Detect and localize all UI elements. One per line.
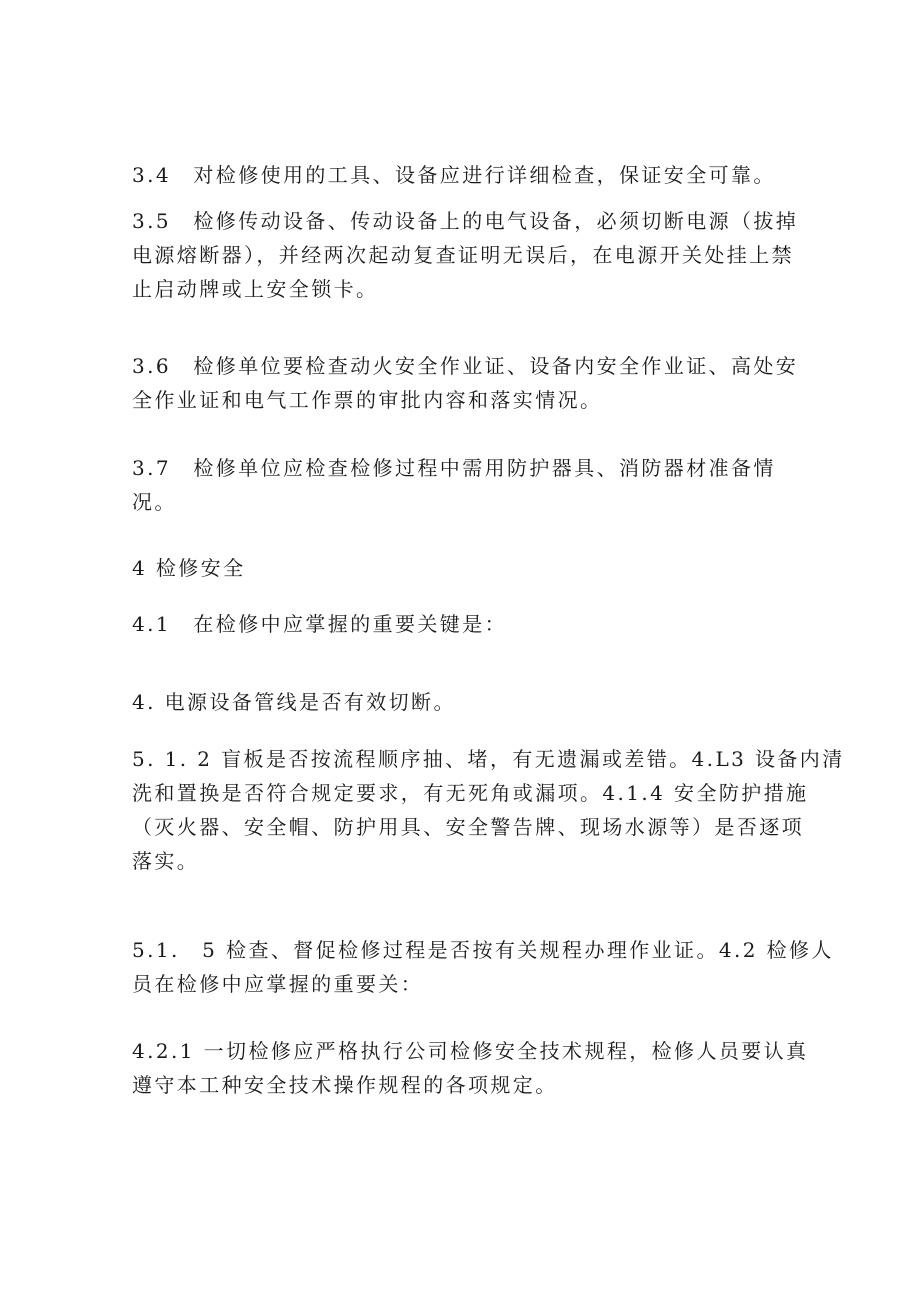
text-line: 4 检修安全 bbox=[132, 556, 246, 580]
text-line: 5.1. 5 检查、督促检修过程是否按有关规程办理作业证。4.2 检修人 bbox=[132, 938, 834, 962]
text-line: 全作业证和电气工作票的审批内容和落实情况。 bbox=[132, 388, 603, 412]
text-line: 遵守本工种安全技术操作规程的各项规定。 bbox=[132, 1073, 558, 1097]
text-line: 电源熔断器），并经两次起动复查证明无误后，在电源开关处挂上禁 bbox=[132, 243, 794, 267]
list-item-5 bbox=[132, 742, 845, 878]
text-line: 5. 1. 2 盲板是否按流程顺序抽、堵，有无遗漏或差错。4.L3 设备内清 bbox=[132, 747, 845, 771]
text-line: 况。 bbox=[132, 490, 177, 514]
paragraph-4-2-1 bbox=[132, 1034, 809, 1102]
text-line: 落实。 bbox=[132, 849, 200, 873]
text-line: 洗和置换是否符合规定要求，有无死角或漏项。4.1.4 安全防护措施 bbox=[132, 781, 809, 805]
text-line: 员在检修中应掌握的重要关： bbox=[132, 972, 424, 996]
text-line: 4.2.1 一切检修应严格执行公司检修安全技术规程，检修人员要认真 bbox=[132, 1039, 809, 1063]
text-line: 3.5 检修传动设备、传动设备上的电气设备，必须切断电源（拔掉 bbox=[132, 209, 799, 233]
paragraph-5-1 bbox=[132, 933, 834, 1001]
text-line: 4.1 在检修中应掌握的重要关键是： bbox=[132, 612, 508, 636]
list-item-4 bbox=[132, 685, 792, 719]
text-line: 3.4 对检修使用的工具、设备应进行详细检查，保证安全可靠。 bbox=[132, 163, 776, 187]
section-heading-4 bbox=[132, 551, 792, 585]
paragraph-3-7 bbox=[132, 451, 792, 519]
text-line: （灭火器、安全帽、防护用具、安全警告牌、现场水源等）是否逐项 bbox=[132, 815, 804, 839]
paragraph-3-4 bbox=[132, 158, 792, 192]
text-line: 3.7 检修单位应检查检修过程中需用防护器具、消防器材准备情 bbox=[132, 456, 776, 480]
text-line: 止启动牌或上安全锁卡。 bbox=[132, 277, 379, 301]
text-line: 4. 电源设备管线是否有效切断。 bbox=[132, 690, 456, 714]
paragraph-3-5 bbox=[132, 204, 799, 306]
paragraph-4-1 bbox=[132, 607, 792, 641]
text-line: 3.6 检修单位要检查动火安全作业证、设备内安全作业证、高处安 bbox=[132, 354, 799, 378]
paragraph-3-6 bbox=[132, 349, 799, 417]
